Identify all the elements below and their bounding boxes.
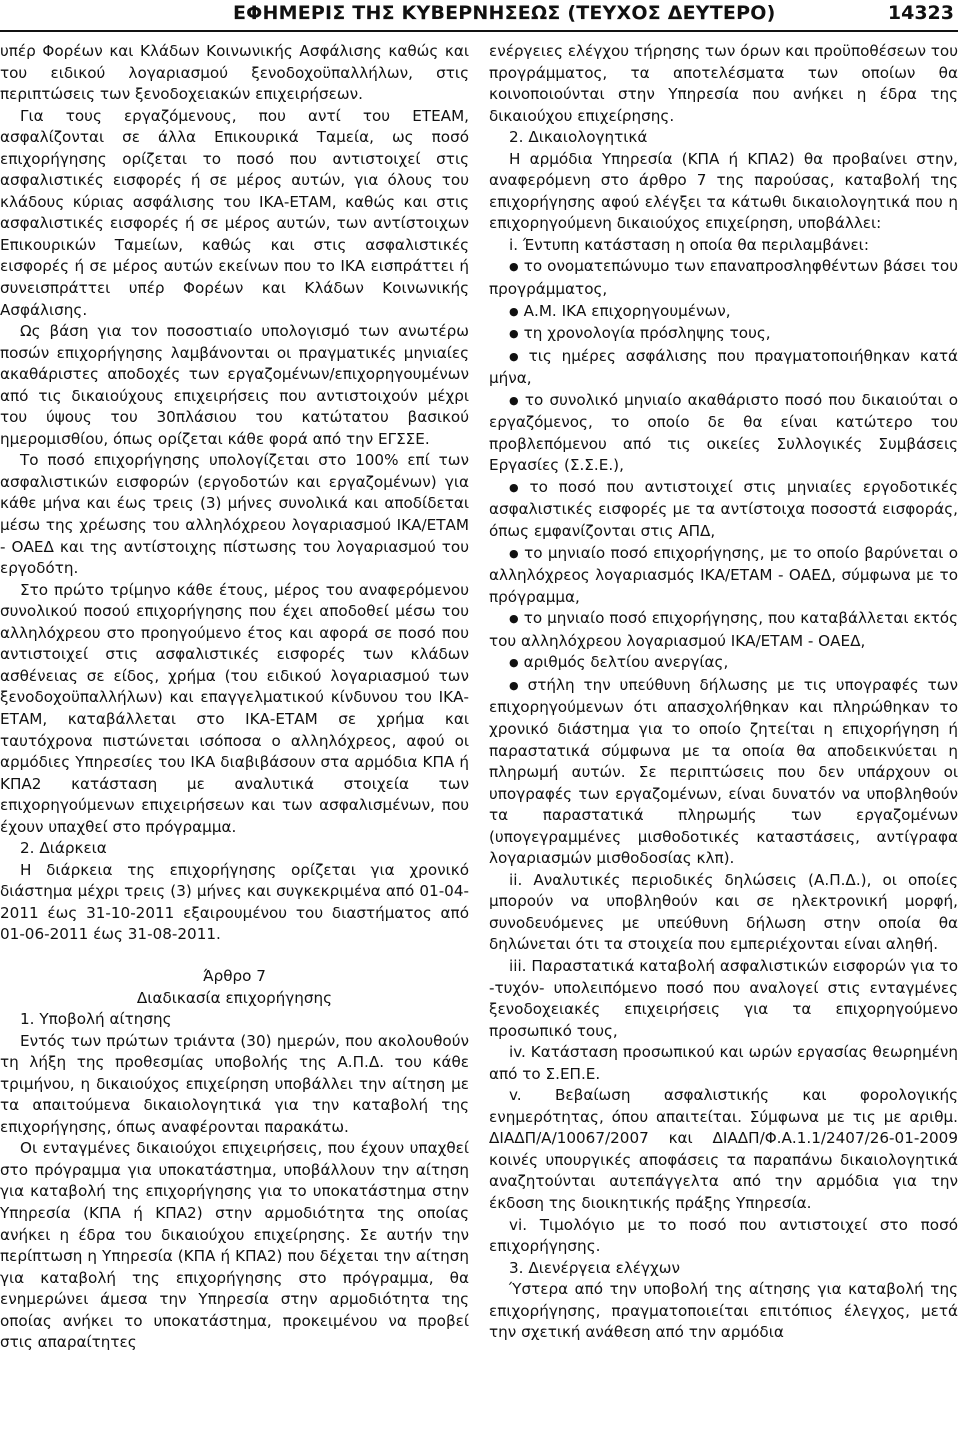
paragraph: Η αρμόδια Υπηρεσία (ΚΠΑ ή ΚΠΑ2) θα προβαίνει στην, αναφερόμενη στο άρθρο 7 της παρούσας, καταβολή της επιχορήγησης αφού ελέγξει τα κάτωθι δικαιολογητικά που η επιχορηγούμενη δικαιούχος επιχείρηση, υποβάλλει: (489, 149, 958, 233)
bullet-item: ● το μηνιαίο ποσό επιχορήγησης, που καταβάλλεται εκτός του αλληλόχρεου λογαριασμού ΙΚΑ/ΕΤΑΜ - ΟΑΕΔ, (489, 608, 958, 652)
bullet-item: ● τις ημέρες ασφάλισης που πραγματοποιήθηκαν κατά μήνα, (489, 346, 958, 390)
article-subtitle: Διαδικασία επιχορήγησης (136, 988, 333, 1007)
left-column (0, 41, 469, 1426)
page-header (0, 2, 960, 32)
paragraph: υπέρ Φορέων και Κλάδων Κοινωνικής Ασφάλισης καθώς και του ειδικού λογαριασμού ξενοδοχοϋπαλλήλων, στις περιπτώσεις των ξενοδοχειακών επιχειρήσεων. (0, 42, 469, 104)
paragraph: ενέργειες ελέγχου τήρησης των όρων και προϋποθέσεων του προγράμματος, τα αποτελέσματα των οποίων θα κοινοποιούνται στην Υπηρεσία που ανήκει η έδρα της δικαιούχου επιχείρησης. (489, 42, 958, 125)
bullet-item: ● το συνολικό μηνιαίο ακαθάριστο ποσό που δικαιούται ο εργαζόμενος, το οποίο δε θα είναι κατώτερο του προβλεπόμενου από τις οικείες Συλλογικές Συμβάσεις Εργασίες (Σ.Σ.Ε.), (489, 390, 958, 477)
bullet-item: ● το μηνιαίο ποσό επιχορήγησης, με το οποίο βαρύνεται ο αλληλόχρεος λογαριασμός ΙΚΑ/ΕΤΑΜ - ΟΑΕΔ, σύμφωνα με το πρόγραμμα, (489, 543, 958, 609)
paragraph: Για τους εργαζόμενους, που αντί του ΕΤΕΑΜ, ασφαλίζονται σε άλλα Επικουρικά Ταμεία, ως ποσό επιχορήγησης ορίζεται το ποσό που αντιστοιχεί στις ασφαλιστικές εισφορές ή σε μέρος αυτών, για όλους του κλάδους κύριας ασφάλισης του ΙΚΑ-ΕΤΑΜ, καθώς και στις ασφαλιστικές εισφορές ή σε μέρος αυτών, των αντίστοιχων Επικουρικών Ταμείων, καθώς και στις ασφαλιστικές εισφορές ή σε μέρος αυτών εκείνων που το ΙΚΑ εισπράττει ή συνεισπράττει υπέρ Φορέων και Κλάδων Κοινωνικής Ασφάλισης. (0, 106, 469, 319)
paragraph: Στο πρώτο τρίμηνο κάθε έτους, μέρος του αναφερόμενου συνολικού ποσού επιχορήγησης που έχει αποδοθεί μέσω του αλληλόχρεου στο προηγούμενο έτος και αφορά σε ποσό που αντιστοιχεί στις ασφαλιστικές εισφορές των κλάδων ασθένειας σε είδος, χρήμα (του ειδικού λογαριασμού των ξενοδοχοϋπαλλήλων) και επαγγελματικού κίνδυνου του ΙΚΑ-ΕΤΑΜ, καταβάλλεται στο ΙΚΑ-ΕΤΑΜ σε χρήμα και ταυτόχρονα πιστώνεται ισόποσα ο αλληλόχρεος, αφού οι αρμόδιες Υπηρεσίες του ΙΚΑ διαβιβάσουν στα αρμόδια ΚΠΑ ή ΚΠΑ2 κατάσταση με αναλυτικά στοιχεία των επιχορηγούμενων επιχειρήσεων και των ασφαλισμένων, που έχουν υπαχθεί στο πρόγραμμα. (0, 580, 469, 836)
bullet-item: ● αριθμός δελτίου ανεργίας, (489, 652, 958, 675)
bullet-item: ● τη χρονολογία πρόσληψης τους, (489, 323, 958, 346)
article-title: Άρθρο 7 (203, 966, 266, 985)
section-heading: 1. Υποβολή αίτησης (20, 1010, 172, 1029)
bullet-item: ● το ποσό που αντιστοιχεί στις μηνιαίες εργοδοτικές ασφαλιστικές εισφορές με τα αντίστοιχα ποσοστά εισφοράς, όπως εμφανίζονται στις ΑΠΔ, (489, 477, 958, 543)
bullet-item: ● Α.Μ. ΙΚΑ επιχορηγουμένων, (489, 301, 958, 324)
gazette-title: ΕΦΗΜΕΡΙΣ ΤΗΣ ΚΥΒΕΡΝΗΣΕΩΣ (ΤΕΥΧΟΣ ΔΕΥΤΕΡΟ) (233, 2, 776, 24)
paragraph: iv. Κατάσταση προσωπικού και ωρών εργασίας θεωρημένη από το Σ.ΕΠ.Ε. (489, 1043, 958, 1083)
section-heading: 3. Διενέργεια ελέγχων (509, 1258, 680, 1277)
page-number: 14323 (887, 2, 954, 24)
paragraph: Το ποσό επιχορήγησης υπολογίζεται στο 100% επί των ασφαλιστικών εισφορών (εργοδοτών και εργαζομένων) για κάθε μήνα και έως τρεις (3) μήνες συνολικά και αποδίδεται μέσω της χρέωσης του αλληλόχρεου λογαριασμού ΙΚΑ/ΕΤΑΜ - ΟΑΕΔ και της αντίστοιχης πίστωσης του λογαριασμού του εργοδότη. (0, 451, 469, 578)
right-column (489, 41, 958, 1426)
paragraph: Ύστερα από την υποβολή της αίτησης για καταβολή της επιχορήγησης, πραγματοποιείται επιτόπιος έλεγχος, μετά την σχετική ανάθεση από την αρμόδια (489, 1280, 958, 1342)
bullet-item: ● το ονοματεπώνυμο των επαναπροσληφθέντων βάσει του προγράμματος, (489, 256, 958, 300)
list-heading: i. Έντυπη κατάσταση η οποία θα περιλαμβάνει: (509, 235, 869, 254)
paragraph: iii. Παραστατικά καταβολή ασφαλιστικών εισφορών για το -τυχόν- υπολειπόμενο ποσό που αναλογεί στις ενταγμένες ξενοδοχειακές επιχειρήσεις για τα επιχορηγούμενο προσωπικό τους, (489, 956, 958, 1040)
paragraph: v. Βεβαίωση ασφαλιστικής και φορολογικής ενημερότητας, όπου απαιτείται. Σύμφωνα με τις με αριθμ. ΔΙΑΔΠ/Α/10067/2007 και ΔΙΑΔΠ/Φ.Α.1.1/2407/26-01-2009 κοινές υπουργικές αποφάσεις τα παραπάνω δικαιολογητικά αναζητούνται αυτεπάγγελτα από την αρμόδια για την έκδοση της διοικητικής πράξης Υπηρεσία. (489, 1086, 958, 1212)
section-heading: 2. Δικαιολογητικά (509, 128, 648, 147)
paragraph: Ως βάση για τον ποσοστιαίο υπολογισμό των ανωτέρω ποσών επιχορήγησης λαμβάνονται οι πραγματικές μηνιαίες ακαθάριστες αποδοχές των εργαζομένων/επιχορηγουμένων από τις δικαιούχους επιχειρήσεις που αντιστοιχούν μέχρι του ύψους του 30πλάσιου του κατώτατου βασικού ημερομισθίου, όπως ορίζεται κάθε φορά από την ΕΓΣΣΕ. (0, 322, 469, 448)
section-heading: 2. Διάρκεια (20, 839, 107, 858)
paragraph: Εντός των πρώτων τριάντα (30) ημερών, που ακολουθούν τη λήξη της προθεσμίας υποβολής της Α.Π.Δ. του κάθε τριμήνου, η δικαιούχος επιχείρηση υποβάλλει την αίτηση με τα απαιτούμενα δικαιολογητικά για την καταβολή της επιχορήγησης, όπως αναφέρονται παρακάτω. (0, 1031, 469, 1136)
paragraph: Οι ενταγμένες δικαιούχοι επιχειρήσεις, που έχουν υπαχθεί στο πρόγραμμα για υποκατάστημα, υποβάλλουν την αίτηση για καταβολή της επιχορήγησης για το υποκατάστημα στην Υπηρεσία (ΚΠΑ ή ΚΠΑ2) στην αρμοδιότητα της οποίας ανήκει η έδρα του δικαιούχου επιχείρησης. Σε αυτήν την περίπτωση η Υπηρεσία (ΚΠΑ ή ΚΠΑ2) που δέχεται την αίτηση για καταβολή της επιχορήγησης στο πρόγραμμα, θα ενημερώνει άμεσα την Υπηρεσία στην αρμοδιότητα της οποίας ανήκει το υποκατάστημα, προκειμένου να προβεί στις απαραίτητες (0, 1139, 469, 1352)
bullet-item: ● στήλη την υπεύθυνη δήλωσης με τις υπογραφές των επιχορηγούμενων ότι απασχολήθηκαν και πληρώθηκαν το χρονικό διάστημα για το οποίο ζητείται η επιχορήγηση ή παραστατικά σύμφωνα με τα οποία θα αποδεικνύεται η πληρωμή αυτών. Σε περιπτώσεις που δεν υπάρχουν οι υπογραφές των εργαζομένων, είναι δυνατόν να υποβληθούν τα παραστατικά πληρωμής των εργαζομένων (υπογεγραμμένες μισθοδοτικές καταστάσεις, αντίγραφα λογαριασμών μισθοδοσίας κλπ). (489, 675, 958, 870)
paragraph: ii. Αναλυτικές περιοδικές δηλώσεις (Α.Π.Δ.), οι οποίες μπορούν να υποβληθούν και σε ηλεκτρονική μορφή, συνοδευόμενες με υπεύθυνη δήλωση στην οποία θα δηλώνεται ότι τα στοιχεία που εμπεριέχονται είναι αληθή. (489, 870, 958, 954)
paragraph: vi. Τιμολόγιο με το ποσό που αντιστοιχεί στο ποσό επιχορήγησης. (489, 1215, 958, 1256)
header-rule (0, 30, 958, 32)
paragraph: Η διάρκεια της επιχορήγησης ορίζεται για χρονικό διάστημα μέχρι τρεις (3) μήνες και συγκεκριμένα από 01-04-2011 έως 31-10-2011 εξαιρουμένου του διαστήματος από 01-06-2011 έως 31-08-2011. (0, 860, 469, 944)
